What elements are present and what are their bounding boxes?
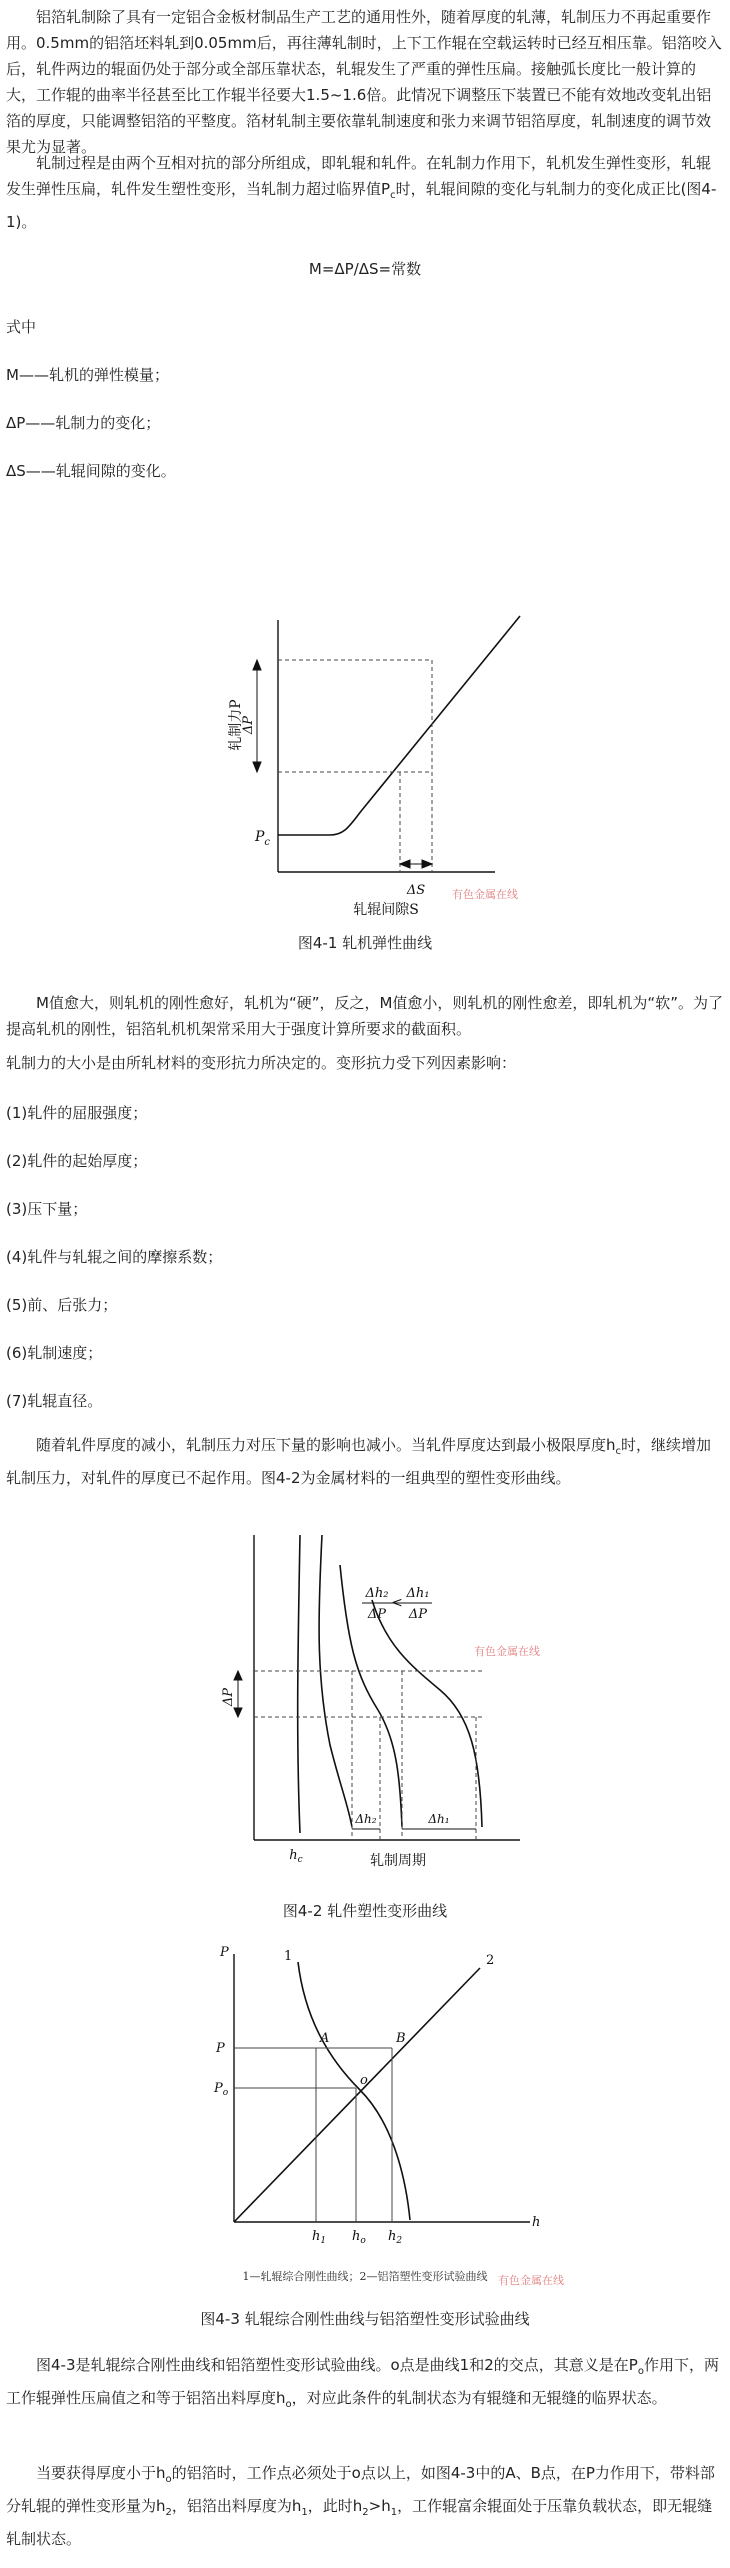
closing-p2-a: 当要获得厚度小于h [36,2464,166,2482]
fig1-caption: 图4-1 轧机弹性曲线 [297,934,433,952]
fig3-ho-sub: o [360,2236,366,2246]
intro-p2-a: 轧制过程是由两个互相对抗的部分所组成，即轧辊和轧件。在轧制力作用下，轧机发生弹性变形，轧辊发生弹性压扁，轧件发生塑性变形，当轧制力超过临界值P [6,154,712,198]
fig3-h2-sub: 2 [396,2236,403,2246]
fig1-ds-label: ΔS [406,883,426,898]
fig3-h-axis-label: h [532,2215,541,2230]
fig2-dh2-label: Δh₂ [355,1812,377,1826]
fig3-ho-main: h [352,2229,361,2244]
fig3-point-o: o [360,2073,368,2088]
fig2-dp-arrow-head-bottom [234,1708,242,1717]
closing-p1-sub1: o [637,2366,644,2377]
fig1-pc-sub: c [264,837,271,848]
factor-item-3: (3)压下量； [6,1200,88,1218]
fig3-po-sub: o [222,2088,229,2098]
fig3-curve-2-label: 2 [486,1953,495,1968]
fig3-curve-1-label: 1 [284,1949,293,1964]
fig1-watermark: 有色金属在线 [452,888,518,901]
resistance-paragraph: 轧制力的大小是由所轧材料的变形抗力所决定的。变形抗力受下列因素影响： [6,1054,517,1072]
formula-def-dp: ΔP——轧制力的变化； [6,414,161,432]
fig3-p-axis-label: P [220,1945,229,1960]
fig3-h1-label [312,2229,326,2246]
fig3-ho-label [352,2229,366,2246]
fig1-pc-main: P [255,829,265,845]
closing-p2-sub5: 1 [390,2507,398,2518]
closing-p1-a: 图4-3是轧辊综合刚性曲线和铝箔塑性变形试验曲线。o点是曲线1和2的交点，其意义是在P [36,2356,638,2374]
fig3-po-main: P [214,2081,223,2096]
fig3-h2-label [388,2229,402,2246]
closing-paragraph-1 [6,2352,724,2418]
closing-p2-f: ，工作辊富余辊面处于压靠负载状态，即无辊缝轧制状态。 [6,2497,713,2548]
fig2-formula-left-num: Δh₂ [365,1586,389,1601]
intro-paragraph-1: 铝箔轧制除了具有一定铝合金板材制品生产工艺的通用性外，随着厚度的轧薄，轧制压力不再起重要作用。0.5mm的铝箔坯料轧到0.05mm后，再往薄轧制时，上下工作辊在空载运转时已经互相压靠。铝箔咬入后，轧件两边的辊面仍处于部分或全部压靠状态，轧辊发生了严重的弹性压扁。接触弧长度比一般计算的大，工作辊的曲率半径甚至比工作辊半径要大1.5~1.6倍。此情况下调整压下装置已不能有效地改变轧出铝箔的厚度，只能调整铝箔的平整度。箔材轧制主要依靠轧制速度和张力来调节铝箔厚度，轧制速度的调节效果尤为显著。 [6,8,722,156]
fig1-elastic-curve [278,616,520,835]
factor-item-1: (1)轧件的屈服强度； [6,1104,148,1122]
fig3-h1-sub: 1 [320,2236,327,2246]
fig2-dh1-label: Δh₁ [428,1812,450,1826]
closing-p2-sub4: 2 [362,2507,369,2518]
fig1-dp-arrow-head-bottom [253,762,261,772]
fig1-dp-label: ΔP [241,715,256,735]
closing-p1-b: 作用下，两工作辊弹性压扁值之和等于铝箔出料厚度h [6,2356,719,2407]
fig2-curve-2 [319,1535,352,1827]
fig3-caption: 图4-3 轧辊综合刚性曲线与铝箔塑性变形试验曲线 [200,2310,530,2328]
fig3-curve-1 [298,1962,410,2220]
fig2-caption: 图4-2 轧件塑性变形曲线 [282,1902,448,1920]
fig1-y-label: 轧制力P [228,699,244,751]
figure-4-1-chart [0,520,730,920]
thickness-p-a: 随着轧件厚度的减小，轧制压力对压下量的影响也减小。当轧件厚度达到最小极限厚度h [36,1436,616,1454]
figure-4-2-chart [0,1505,730,1885]
fig3-legend: 1—轧辊综合刚性曲线；2—铝箔塑性变形试验曲线 [242,2270,488,2283]
intro-paragraph-2 [6,150,724,235]
fig2-dp-label: ΔP [221,1687,236,1707]
fig2-watermark: 有色金属在线 [474,1645,540,1658]
closing-p2-sub2: 2 [165,2507,172,2518]
figure-4-3-chart [0,1940,730,2310]
fig1-pc-label [254,829,270,848]
fig3-h2-main: h [388,2229,397,2244]
factor-item-4: (4)轧件与轧辊之间的摩擦系数； [6,1248,223,1266]
fig2-hc-label [289,1848,302,1865]
closing-p1-c: ，对应此条件的轧制状态为有辊缝和无辊缝的临界状态。 [291,2389,667,2407]
fig3-point-b: B [396,2031,406,2046]
intro-p2-sub: c [390,190,396,201]
formula-where: 式中 [6,318,37,336]
fig1-x-label: 轧辊间隙S [353,902,419,918]
factor-item-2: (2)轧件的起始厚度； [6,1152,148,1170]
fig2-formula-right-den: ΔP [408,1607,428,1622]
fig3-point-a: A [320,2031,330,2046]
closing-p2-c: ，铝箔出料厚度为h [171,2497,302,2515]
factor-item-5: (5)前、后张力； [6,1296,118,1314]
closing-p2-e: >h [368,2497,391,2515]
formula-def-m: M——轧机的弹性模量； [6,366,169,384]
fig1-dp-arrow-head-top [253,660,261,670]
intro-p2-b: 时，轧辊间隙的变化与轧制力的变化成正比(图4-1)。 [6,180,717,231]
closing-p2-sub3: 1 [301,2507,308,2518]
stiffness-paragraph: M值愈大，则轧机的刚性愈好，轧机为“硬”，反之，M值愈小，则轧机的刚性愈差，即轧机为“软”。为了提高轧机的刚性，铝箔轧机机架常采用大于强度计算所要求的截面积。 [6,994,723,1038]
thickness-p-b: 时，继续增加轧制压力，对轧件的厚度已不起作用。图4-2为金属材料的一组典型的塑性变形曲线。 [6,1436,712,1487]
fig3-po-label [213,2081,229,2098]
fig3-h1-main: h [312,2229,321,2244]
formula-equation: M=ΔP/ΔS=常数 [308,260,422,278]
closing-p2-b: 的铝箔时，工作点必须处于o点以上，如图4-3中的A、B点，在P力作用下，带料部分轧辊的弹性变形量为h [6,2464,715,2515]
thickness-paragraph [6,1432,724,1491]
fig3-watermark: 有色金属在线 [498,2274,564,2287]
closing-p2-sub1: o [165,2474,172,2485]
closing-paragraph-2 [6,2460,724,2552]
fig1-ds-arrow-head-right [422,860,432,868]
closing-p1-sub2: o [285,2399,292,2410]
fig2-hc-main: h [289,1848,298,1863]
fig1-ds-arrow-head-left [400,860,410,868]
fig2-formula-right-num: Δh₁ [406,1586,430,1601]
thickness-p-sub: c [615,1446,622,1457]
fig2-curve-4 [372,1600,482,1827]
fig2-dp-arrow-head-top [234,1671,242,1680]
factor-item-6: (6)轧制速度； [6,1344,103,1362]
fig2-curve-hc [298,1535,300,1833]
formula-def-ds: ΔS——轧辊间隙的变化。 [6,462,176,480]
fig2-formula-op: < [391,1595,403,1611]
fig2-x-label: 轧制周期 [370,1853,426,1869]
fig3-p-label: P [216,2041,225,2056]
factor-item-7: (7)轧辊直径。 [6,1392,103,1410]
fig2-hc-sub: c [297,1855,303,1865]
closing-p2-d: ，此时h [307,2497,363,2515]
fig2-formula-left-den: ΔP [367,1607,387,1622]
fig3-curve-2 [234,1968,480,2222]
